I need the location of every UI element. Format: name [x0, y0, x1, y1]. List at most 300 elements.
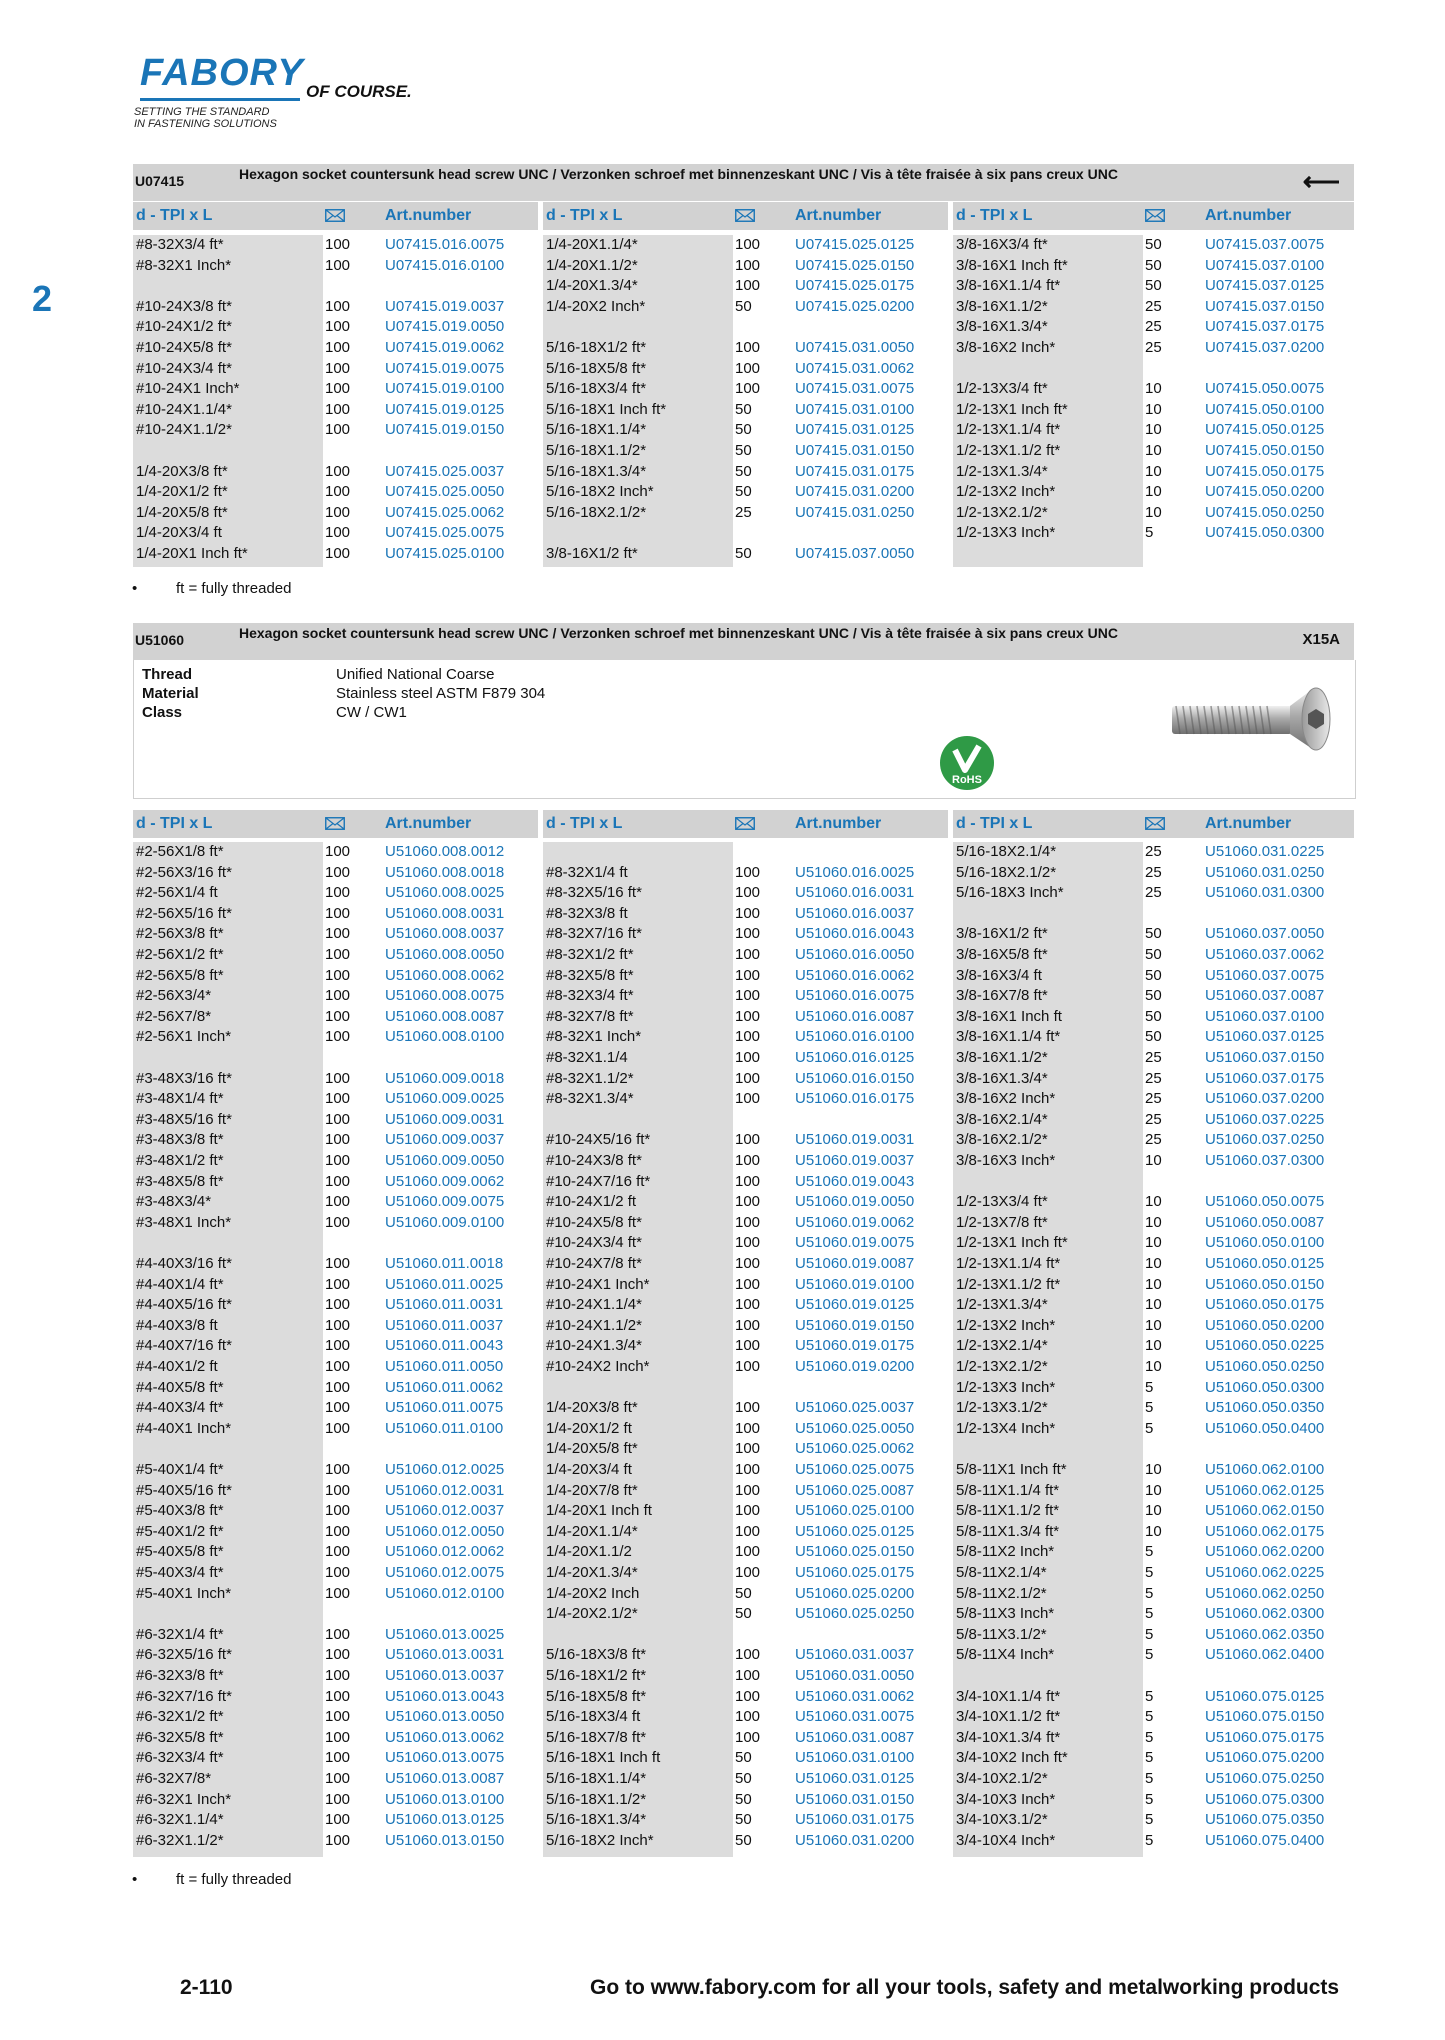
article-number-link[interactable]: U51060.012.0062: [385, 1543, 505, 1561]
table-row: [953, 1625, 1353, 1646]
table-row: [133, 1810, 533, 1831]
article-number-link[interactable]: U51060.031.0075: [795, 1708, 915, 1726]
designation-cell: #10-24X7/8 ft*: [546, 1255, 642, 1272]
article-number-link[interactable]: U51060.012.0050: [385, 1522, 505, 1540]
article-number-link[interactable]: U51060.008.0075: [385, 987, 505, 1005]
article-number-link[interactable]: U51060.016.0043: [795, 925, 915, 943]
quantity-cell: 50: [1145, 1007, 1162, 1025]
article-number-link[interactable]: U07415.037.0100: [1205, 256, 1325, 274]
article-number-link[interactable]: U51060.075.0300: [1205, 1790, 1325, 1808]
article-number-link[interactable]: U51060.037.0300: [1205, 1152, 1325, 1169]
article-number-link[interactable]: U51060.019.0100: [795, 1275, 915, 1293]
product-table: [133, 842, 1354, 1857]
footnote-bullet: •: [132, 580, 138, 597]
quantity-cell: 25: [1145, 1110, 1162, 1128]
designation-cell: #10-24X5/16 ft*: [546, 1131, 651, 1149]
quantity-cell: 100: [735, 863, 761, 881]
article-number-link[interactable]: U51060.031.0037: [795, 1646, 915, 1664]
article-number-link[interactable]: U51060.037.0175: [1205, 1069, 1325, 1087]
table-row: [953, 1213, 1353, 1234]
article-number-link[interactable]: U51060.016.0125: [795, 1049, 915, 1066]
article-number-link[interactable]: U51060.062.0125: [1205, 1481, 1325, 1499]
article-number-link[interactable]: U51060.062.0100: [1205, 1461, 1325, 1478]
article-number-link[interactable]: U51060.025.0050: [795, 1419, 915, 1437]
designation-cell: #10-24X1.1/2*: [136, 421, 232, 439]
article-number-link[interactable]: U51060.037.0062: [1205, 946, 1325, 963]
article-number-link[interactable]: U51060.050.0200: [1205, 1316, 1325, 1334]
article-number-link[interactable]: U51060.025.0100: [795, 1502, 915, 1520]
table-row: [953, 503, 1353, 524]
article-number-link[interactable]: U51060.009.0050: [385, 1152, 505, 1169]
table-row: [133, 359, 533, 380]
article-number-link[interactable]: U51060.025.0200: [795, 1584, 915, 1602]
designation-cell: #8-32X1.3/4*: [546, 1090, 634, 1108]
table-row: [543, 338, 943, 359]
table-row: [133, 1213, 533, 1234]
designation-cell: #8-32X1.1/4: [546, 1049, 628, 1066]
article-number-link[interactable]: U51060.009.0025: [385, 1090, 505, 1108]
article-number-link[interactable]: U07415.031.0175: [795, 462, 915, 480]
article-number-link[interactable]: U07415.050.0150: [1205, 442, 1325, 459]
quantity-cell: 100: [325, 1131, 351, 1149]
article-number-link[interactable]: U51060.031.0250: [1205, 863, 1325, 881]
table-row: [133, 842, 533, 863]
article-number-link[interactable]: U51060.019.0037: [795, 1152, 915, 1169]
article-number-link[interactable]: U07415.037.0050: [795, 545, 915, 562]
quantity-cell: 50: [735, 1605, 752, 1623]
article-number-link[interactable]: U51060.012.0025: [385, 1461, 505, 1478]
article-number-link[interactable]: U51060.016.0050: [795, 946, 915, 963]
column-header-art-number: Art.number: [385, 815, 472, 832]
article-number-link[interactable]: U07415.025.0175: [795, 277, 915, 295]
article-number-link[interactable]: U51060.050.0100: [1205, 1234, 1325, 1252]
article-number-link[interactable]: U07415.019.0062: [385, 339, 505, 356]
article-number-link[interactable]: U51060.019.0075: [795, 1234, 915, 1252]
article-number-link[interactable]: U07415.031.0125: [795, 421, 915, 439]
quantity-cell: 100: [735, 380, 761, 398]
quantity-cell: 100: [325, 1625, 351, 1643]
article-number-link[interactable]: U51060.019.0062: [795, 1213, 915, 1231]
article-number-link[interactable]: U51060.019.0150: [795, 1316, 915, 1334]
article-number-link[interactable]: U51060.037.0050: [1205, 925, 1325, 943]
designation-cell: #8-32X1.1/2*: [546, 1069, 634, 1087]
article-number-link[interactable]: U51060.031.0300: [1205, 884, 1325, 902]
article-number-link[interactable]: U51060.008.0100: [385, 1028, 505, 1046]
article-number-link[interactable]: U07415.019.0150: [385, 421, 505, 439]
designation-cell: #10-24X3/4 ft*: [136, 359, 232, 377]
table-row: [543, 1687, 943, 1708]
article-number-link[interactable]: U51060.009.0062: [385, 1172, 505, 1190]
designation-cell: #4-40X5/16 ft*: [136, 1296, 232, 1314]
article-number-link[interactable]: U51060.031.0062: [795, 1687, 915, 1705]
article-number-link[interactable]: U51060.012.0037: [385, 1502, 505, 1520]
table-row: [543, 986, 943, 1007]
article-number-link[interactable]: U51060.062.0300: [1205, 1605, 1325, 1623]
article-number-link[interactable]: U51060.016.0031: [795, 884, 915, 902]
article-number-link[interactable]: U07415.019.0075: [385, 359, 505, 377]
article-number-link[interactable]: U51060.011.0043: [385, 1337, 504, 1355]
table-row: [543, 1295, 943, 1316]
article-number-link[interactable]: U51060.075.0125: [1205, 1687, 1325, 1705]
article-number-link[interactable]: U51060.008.0025: [385, 884, 505, 902]
column-header-group: [543, 202, 948, 230]
article-number-link[interactable]: U51060.013.0100: [385, 1790, 505, 1808]
table-row: [133, 400, 533, 421]
article-number-link[interactable]: U07415.025.0150: [795, 256, 915, 274]
article-number-link[interactable]: U07415.025.0200: [795, 297, 915, 315]
designation-cell: 1/4-20X1.1/2: [546, 1543, 632, 1561]
article-number-link[interactable]: U07415.016.0100: [385, 256, 505, 274]
table-row: [133, 1748, 533, 1769]
article-number-link[interactable]: U51060.031.0087: [795, 1728, 915, 1746]
article-number-link[interactable]: U51060.016.0150: [795, 1069, 915, 1087]
article-number-link[interactable]: U51060.025.0037: [795, 1399, 915, 1417]
article-number-link[interactable]: U51060.025.0175: [795, 1564, 915, 1581]
article-number-link[interactable]: U51060.062.0250: [1205, 1584, 1325, 1602]
article-number-link[interactable]: U51060.008.0012: [385, 843, 505, 860]
article-number-link[interactable]: U51060.009.0018: [385, 1069, 505, 1087]
article-number-link[interactable]: U51060.062.0175: [1205, 1522, 1325, 1540]
article-number-link[interactable]: U07415.031.0200: [795, 483, 915, 501]
article-number-link[interactable]: U51060.012.0100: [385, 1584, 505, 1602]
article-number-link[interactable]: U51060.037.0200: [1205, 1090, 1325, 1108]
article-number-link[interactable]: U51060.016.0037: [795, 904, 915, 922]
quantity-cell: 10: [1145, 1337, 1162, 1355]
article-number-link[interactable]: U07415.037.0125: [1205, 277, 1325, 295]
designation-cell: 5/8-11X1.1/4 ft*: [956, 1481, 1060, 1499]
designation-cell: 5/16-18X3/8 ft*: [546, 1646, 647, 1664]
article-number-link[interactable]: U51060.013.0031: [385, 1646, 505, 1664]
article-number-link[interactable]: U51060.050.0350: [1205, 1399, 1325, 1417]
column-header-group: [953, 810, 1354, 838]
table-row: [133, 1645, 533, 1666]
designation-cell: 1/2-13X3/4 ft*: [956, 380, 1048, 398]
article-number-link[interactable]: U51060.025.0075: [795, 1461, 915, 1478]
article-number-link[interactable]: U51060.012.0075: [385, 1564, 505, 1581]
article-number-link[interactable]: U51060.008.0037: [385, 925, 505, 943]
article-number-link[interactable]: U51060.037.0150: [1205, 1049, 1325, 1066]
article-number-link[interactable]: U51060.050.0225: [1205, 1337, 1325, 1355]
article-number-link[interactable]: U51060.025.0150: [795, 1543, 915, 1561]
article-number-link[interactable]: U51060.019.0050: [795, 1193, 915, 1211]
column-header-group: [133, 810, 538, 838]
article-number-link[interactable]: U51060.012.0031: [385, 1481, 505, 1499]
article-number-link[interactable]: U51060.050.0125: [1205, 1255, 1325, 1272]
table-row: [133, 1481, 533, 1502]
article-number-link[interactable]: U07415.031.0050: [795, 339, 915, 356]
designation-cell: 5/8-11X1.1/2 ft*: [956, 1502, 1060, 1520]
designation-cell: #8-32X5/16 ft*: [546, 884, 642, 902]
designation-cell: 5/16-18X2.1/2*: [546, 503, 647, 521]
article-number-link[interactable]: U51060.019.0125: [795, 1296, 915, 1314]
article-number-link[interactable]: U51060.062.0150: [1205, 1502, 1325, 1520]
article-number-link[interactable]: U07415.025.0125: [795, 236, 915, 253]
designation-cell: #4-40X1/4 ft*: [136, 1275, 224, 1293]
table-row: [543, 1213, 943, 1234]
article-number-link[interactable]: U51060.037.0250: [1205, 1131, 1325, 1149]
article-number-link[interactable]: U51060.008.0018: [385, 863, 505, 881]
article-number-link[interactable]: U51060.011.0025: [385, 1275, 504, 1293]
designation-cell: 1/2-13X1.3/4*: [956, 1296, 1048, 1314]
article-number-link[interactable]: U07415.025.0037: [385, 462, 505, 480]
article-number-link[interactable]: U51060.008.0031: [385, 904, 505, 922]
article-number-link[interactable]: U51060.062.0350: [1205, 1625, 1325, 1643]
table-row: [133, 1130, 533, 1151]
article-number-link[interactable]: U51060.062.0225: [1205, 1564, 1325, 1581]
article-number-link[interactable]: U51060.037.0125: [1205, 1028, 1325, 1046]
table-row: [133, 1192, 533, 1213]
article-number-link[interactable]: U51060.025.0062: [795, 1440, 915, 1458]
column-header-designation: d - TPI x L: [956, 207, 1033, 224]
table-row: [133, 966, 533, 987]
quantity-cell: 100: [735, 884, 761, 902]
article-number-link[interactable]: U07415.025.0050: [385, 483, 505, 501]
article-number-link[interactable]: U51060.019.0200: [795, 1358, 915, 1375]
table-row: [133, 1707, 533, 1728]
article-number-link[interactable]: U51060.019.0087: [795, 1255, 915, 1272]
designation-cell: 5/16-18X2.1/4*: [956, 843, 1057, 860]
article-number-link[interactable]: U07415.050.0100: [1205, 400, 1325, 418]
designation-cell: #8-32X1/4 ft: [546, 863, 628, 881]
article-number-link[interactable]: U51060.031.0125: [795, 1770, 915, 1787]
article-number-link[interactable]: U51060.019.0175: [795, 1337, 915, 1355]
article-number-link[interactable]: U51060.075.0175: [1205, 1728, 1325, 1746]
article-number-link[interactable]: U51060.075.0350: [1205, 1811, 1325, 1829]
article-number-link[interactable]: U51060.050.0300: [1205, 1378, 1325, 1396]
table-row: [543, 1563, 943, 1584]
article-number-link[interactable]: U51060.011.0062: [385, 1378, 504, 1396]
article-number-link[interactable]: U51060.013.0043: [385, 1687, 505, 1705]
article-number-link[interactable]: U07415.019.0037: [385, 297, 505, 315]
designation-cell: 3/8-16X2.1/2*: [956, 1131, 1048, 1149]
quantity-cell: 50: [1145, 1028, 1162, 1046]
article-number-link[interactable]: U07415.019.0050: [385, 318, 505, 336]
article-number-link[interactable]: U51060.050.0250: [1205, 1358, 1325, 1375]
quantity-cell: 5: [1145, 1564, 1154, 1581]
article-number-link[interactable]: U51060.011.0037: [385, 1316, 504, 1334]
article-number-link[interactable]: U07415.019.0125: [385, 400, 505, 418]
designation-cell: 1/4-20X1.1/4*: [546, 236, 638, 253]
article-number-link[interactable]: U51060.031.0175: [795, 1811, 915, 1829]
article-number-link[interactable]: U51060.008.0050: [385, 946, 505, 963]
article-number-link[interactable]: U51060.050.0075: [1205, 1193, 1325, 1211]
article-number-link[interactable]: U51060.016.0062: [795, 966, 915, 984]
table-row: [543, 1254, 943, 1275]
article-number-link[interactable]: U51060.016.0087: [795, 1007, 915, 1025]
article-number-link[interactable]: U07415.037.0200: [1205, 339, 1325, 356]
designation-cell: 5/16-18X5/8 ft*: [546, 1687, 647, 1705]
quantity-cell: 5: [1145, 1790, 1154, 1808]
quantity-cell: 100: [735, 1667, 761, 1684]
quantity-cell: 100: [735, 1522, 761, 1540]
quantity-cell: 100: [325, 1152, 351, 1169]
article-number-link[interactable]: U51060.011.0031: [385, 1296, 504, 1314]
article-number-link[interactable]: U07415.050.0300: [1205, 524, 1325, 542]
article-number-link[interactable]: U51060.019.0043: [795, 1172, 915, 1190]
article-number-link[interactable]: U51060.062.0200: [1205, 1543, 1325, 1561]
article-number-link[interactable]: U51060.031.0100: [795, 1749, 915, 1767]
article-number-link[interactable]: U51060.075.0400: [1205, 1831, 1325, 1849]
article-number-link[interactable]: U51060.009.0037: [385, 1131, 505, 1149]
designation-cell: #8-32X7/16 ft*: [546, 925, 642, 943]
article-number-link[interactable]: U51060.013.0050: [385, 1708, 505, 1726]
quantity-cell: 100: [325, 1275, 351, 1293]
table-row: [133, 1295, 533, 1316]
designation-cell: 5/8-11X1.3/4 ft*: [956, 1522, 1060, 1540]
article-number-link[interactable]: U51060.037.0075: [1205, 966, 1325, 984]
article-number-link[interactable]: U51060.013.0087: [385, 1770, 505, 1787]
article-number-link[interactable]: U07415.050.0250: [1205, 503, 1325, 521]
article-number-link[interactable]: U51060.016.0175: [795, 1090, 915, 1108]
article-number-link[interactable]: U07415.050.0075: [1205, 380, 1325, 398]
article-number-link[interactable]: U51060.011.0050: [385, 1358, 504, 1375]
article-number-link[interactable]: U51060.025.0087: [795, 1481, 915, 1499]
article-number-link[interactable]: U51060.019.0031: [795, 1131, 915, 1149]
quantity-cell: 10: [1145, 462, 1162, 480]
article-number-link[interactable]: U51060.031.0225: [1205, 843, 1325, 860]
article-number-link[interactable]: U51060.011.0018: [385, 1255, 504, 1272]
table-row: [133, 1398, 533, 1419]
article-number-link[interactable]: U51060.013.0037: [385, 1667, 505, 1684]
article-number-link[interactable]: U07415.037.0175: [1205, 318, 1325, 336]
designation-cell: #2-56X1/8 ft*: [136, 843, 224, 860]
quantity-cell: 25: [1145, 1069, 1162, 1087]
article-number-link[interactable]: U51060.013.0025: [385, 1625, 505, 1643]
quantity-cell: 5: [1145, 1831, 1154, 1849]
article-number-link[interactable]: U51060.025.0250: [795, 1605, 915, 1623]
article-number-link[interactable]: U51060.011.0075: [385, 1399, 504, 1417]
table-row: [133, 945, 533, 966]
designation-cell: 5/16-18X5/8 ft*: [546, 359, 647, 377]
table-row: [953, 1233, 1353, 1254]
article-number-link[interactable]: U07415.019.0100: [385, 380, 505, 398]
article-number-link[interactable]: U51060.009.0100: [385, 1213, 505, 1231]
article-number-link[interactable]: U07415.031.0250: [795, 503, 915, 521]
article-number-link[interactable]: U51060.050.0150: [1205, 1275, 1325, 1293]
table-row: [543, 1357, 943, 1378]
article-number-link[interactable]: U51060.031.0200: [795, 1831, 915, 1849]
designation-cell: 5/16-18X1.1/4*: [546, 421, 647, 439]
article-number-link[interactable]: U07415.050.0125: [1205, 421, 1325, 439]
designation-cell: #2-56X1 Inch*: [136, 1028, 232, 1046]
table-row: [543, 256, 943, 277]
envelope-icon: [735, 817, 755, 830]
article-number-link[interactable]: U51060.050.0400: [1205, 1419, 1325, 1437]
article-number-link[interactable]: U51060.031.0050: [795, 1667, 915, 1684]
quantity-cell: 50: [735, 1811, 752, 1829]
article-number-link[interactable]: U51060.016.0100: [795, 1028, 915, 1046]
quantity-cell: 100: [735, 1152, 761, 1169]
quantity-cell: 100: [325, 1728, 351, 1746]
article-number-link[interactable]: U51060.075.0150: [1205, 1708, 1325, 1726]
table-row: [133, 1151, 533, 1172]
article-number-link[interactable]: U07415.050.0200: [1205, 483, 1325, 501]
article-number-link[interactable]: U51060.013.0150: [385, 1831, 505, 1849]
designation-cell: #2-56X3/4*: [136, 987, 212, 1005]
article-number-link[interactable]: U51060.037.0225: [1205, 1110, 1325, 1128]
article-number-link[interactable]: U07415.031.0150: [795, 442, 915, 459]
article-number-link[interactable]: U07415.037.0150: [1205, 297, 1325, 315]
table-row: [953, 1316, 1353, 1337]
article-number-link[interactable]: U51060.075.0200: [1205, 1749, 1325, 1767]
quantity-cell: 100: [735, 256, 761, 274]
designation-cell: #5-40X1/2 ft*: [136, 1522, 224, 1540]
quantity-cell: 100: [735, 1419, 761, 1437]
designation-cell: 3/4-10X1.1/4 ft*: [956, 1687, 1061, 1705]
designation-cell: 3/4-10X2.1/2*: [956, 1770, 1048, 1787]
article-number-link[interactable]: U07415.025.0100: [385, 545, 505, 562]
designation-cell: 1/4-20X1.3/4*: [546, 277, 638, 295]
table-row: [543, 1275, 943, 1296]
table-row: [543, 1151, 943, 1172]
table-row: [543, 1748, 943, 1769]
article-number-link[interactable]: U51060.037.0100: [1205, 1007, 1325, 1025]
article-number-link[interactable]: U51060.050.0175: [1205, 1296, 1325, 1314]
quantity-cell: 10: [1145, 421, 1162, 439]
article-number-link[interactable]: U07415.025.0062: [385, 503, 505, 521]
spec-class-value: CW / CW1: [336, 704, 407, 721]
article-number-link[interactable]: U07415.031.0100: [795, 400, 915, 418]
designation-cell: 1/4-20X1.1/2*: [546, 256, 638, 274]
article-number-link[interactable]: U07415.025.0075: [385, 524, 505, 542]
article-number-link[interactable]: U07415.050.0175: [1205, 462, 1325, 480]
article-number-link[interactable]: U51060.050.0087: [1205, 1213, 1325, 1231]
quantity-cell: 100: [325, 1811, 351, 1829]
designation-cell: 3/8-16X2.1/4*: [956, 1110, 1048, 1128]
quantity-cell: 100: [325, 1193, 351, 1211]
table-row: [543, 1398, 943, 1419]
article-number-link[interactable]: U51060.013.0062: [385, 1728, 505, 1746]
article-number-link[interactable]: U07415.031.0062: [795, 359, 915, 377]
table-row: [953, 1790, 1353, 1811]
designation-cell: 3/8-16X5/8 ft*: [956, 946, 1048, 963]
article-number-link[interactable]: U51060.013.0125: [385, 1811, 505, 1829]
article-number-link[interactable]: U51060.075.0250: [1205, 1770, 1325, 1787]
designation-cell: #2-56X5/8 ft*: [136, 966, 224, 984]
article-number-link[interactable]: U51060.013.0075: [385, 1749, 505, 1767]
table-row: [953, 420, 1353, 441]
quantity-cell: 5: [1145, 1419, 1154, 1437]
article-number-link[interactable]: U51060.025.0125: [795, 1522, 915, 1540]
article-number-link[interactable]: U07415.037.0075: [1205, 236, 1325, 253]
quantity-cell: 100: [325, 1399, 351, 1417]
article-number-link[interactable]: U07415.031.0075: [795, 380, 915, 398]
article-number-link[interactable]: U51060.016.0075: [795, 987, 915, 1005]
table-row: [953, 1645, 1353, 1666]
article-number-link[interactable]: U51060.062.0400: [1205, 1646, 1325, 1664]
article-number-link[interactable]: U51060.031.0150: [795, 1790, 915, 1808]
table-row: [953, 1336, 1353, 1357]
designation-cell: 1/2-13X3.1/2*: [956, 1399, 1048, 1417]
quantity-cell: 50: [735, 545, 752, 562]
article-number-link[interactable]: U51060.009.0075: [385, 1193, 505, 1211]
table-row: [543, 1336, 943, 1357]
quantity-cell: 50: [1145, 987, 1162, 1005]
column-header-group: [133, 202, 538, 230]
table-row: [543, 235, 943, 256]
article-number-link[interactable]: U51060.009.0031: [385, 1110, 505, 1128]
article-number-link[interactable]: U51060.008.0062: [385, 966, 505, 984]
designation-cell: 5/16-18X1/2 ft*: [546, 1667, 647, 1684]
article-number-link[interactable]: U51060.016.0025: [795, 863, 915, 881]
table-row: [133, 1604, 533, 1625]
article-number-link[interactable]: U07415.016.0075: [385, 236, 505, 253]
quantity-cell: 100: [325, 863, 351, 881]
designation-cell: #3-48X3/4*: [136, 1193, 212, 1211]
article-number-link[interactable]: U51060.008.0087: [385, 1007, 505, 1025]
article-number-link[interactable]: U51060.037.0087: [1205, 987, 1325, 1005]
article-number-link[interactable]: U51060.011.0100: [385, 1419, 504, 1437]
